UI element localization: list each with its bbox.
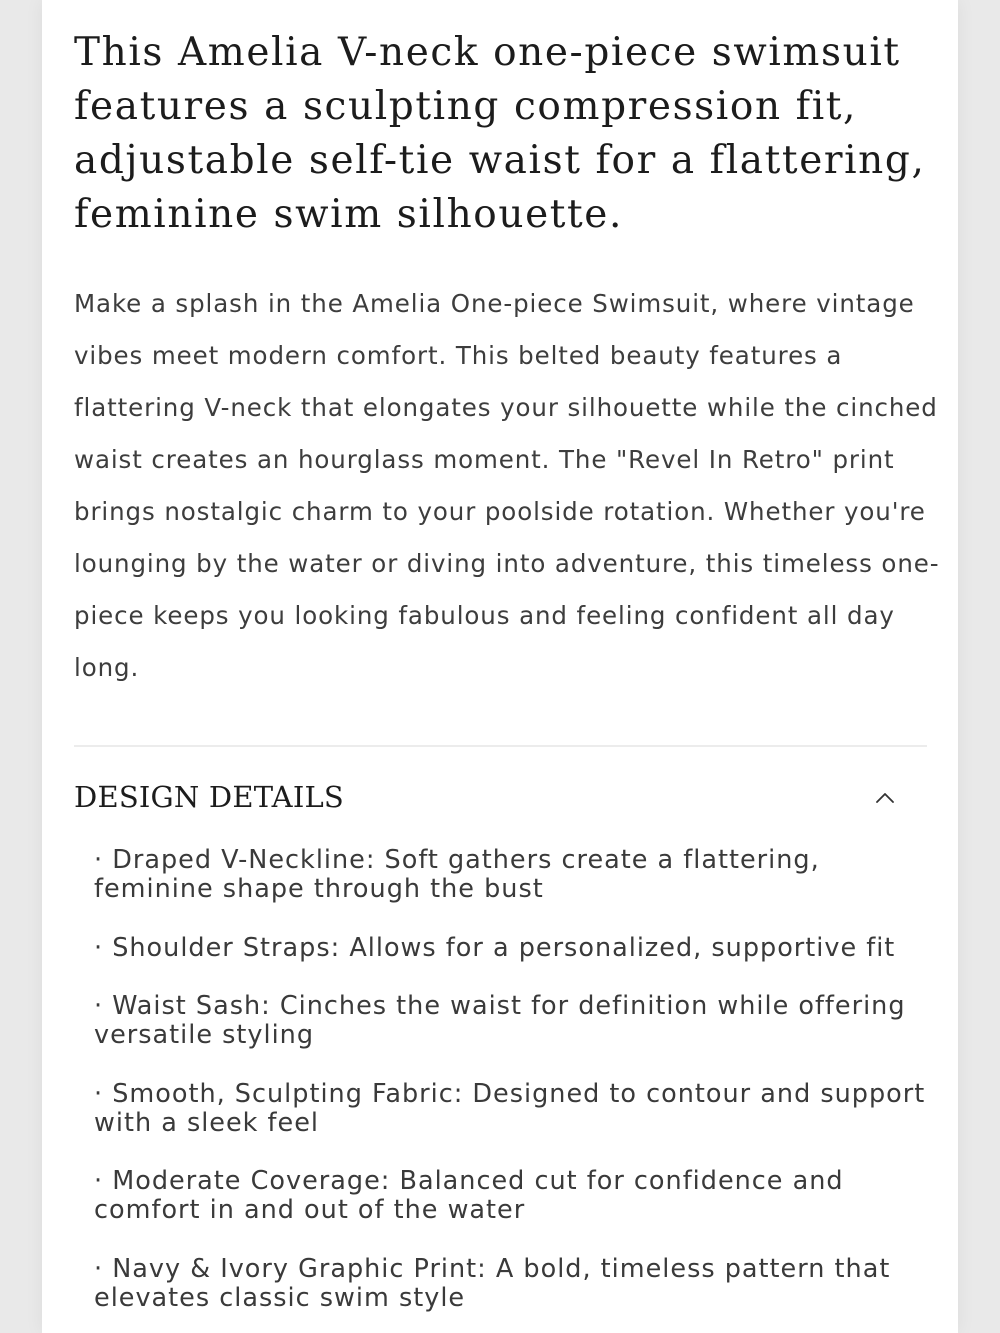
design-detail-item-fabric: · Smooth, Sculpting Fabric: Designed to contour and support with a sleek feel — [94, 1079, 926, 1138]
section-divider — [74, 745, 927, 747]
design-detail-item-neckline: · Draped V-Neckline: Soft gathers create a flattering, feminine shape through the bust — [94, 845, 820, 904]
chevron-up-icon — [874, 790, 896, 806]
design-detail-item-straps: · Shoulder Straps: Allows for a personalized, supportive fit — [94, 933, 896, 963]
product-description: Make a splash in the Amelia One-piece Swimsuit, where vintage vibes meet modern comfort. This belted beauty features a flattering V-neck that elongates your silhouette while the cinched waist creates an hourglass moment. The "Revel In Retro" print brings nostalgic charm to your poolside rotation. Whether you're lounging by the water or diving into adventure, this timeless one-piece keeps you looking fabulous and feeling confident all day long. — [74, 289, 940, 682]
design-detail-item-waist-sash: · Waist Sash: Cinches the waist for definition while offering versatile styling — [94, 991, 906, 1050]
product-headline: This Amelia V-neck one-piece swimsuit features a sculpting compression fit, adjustable self-tie waist for a flattering, feminine swim silhouette. — [74, 30, 926, 237]
design-details-toggle[interactable] — [74, 772, 927, 828]
design-details-title: DESIGN DETAILS — [74, 780, 345, 814]
design-detail-item-coverage: · Moderate Coverage: Balanced cut for confidence and comfort in and out of the water — [94, 1166, 844, 1225]
design-detail-item-print: · Navy & Ivory Graphic Print: A bold, timeless pattern that elevates classic swim style — [94, 1254, 891, 1313]
